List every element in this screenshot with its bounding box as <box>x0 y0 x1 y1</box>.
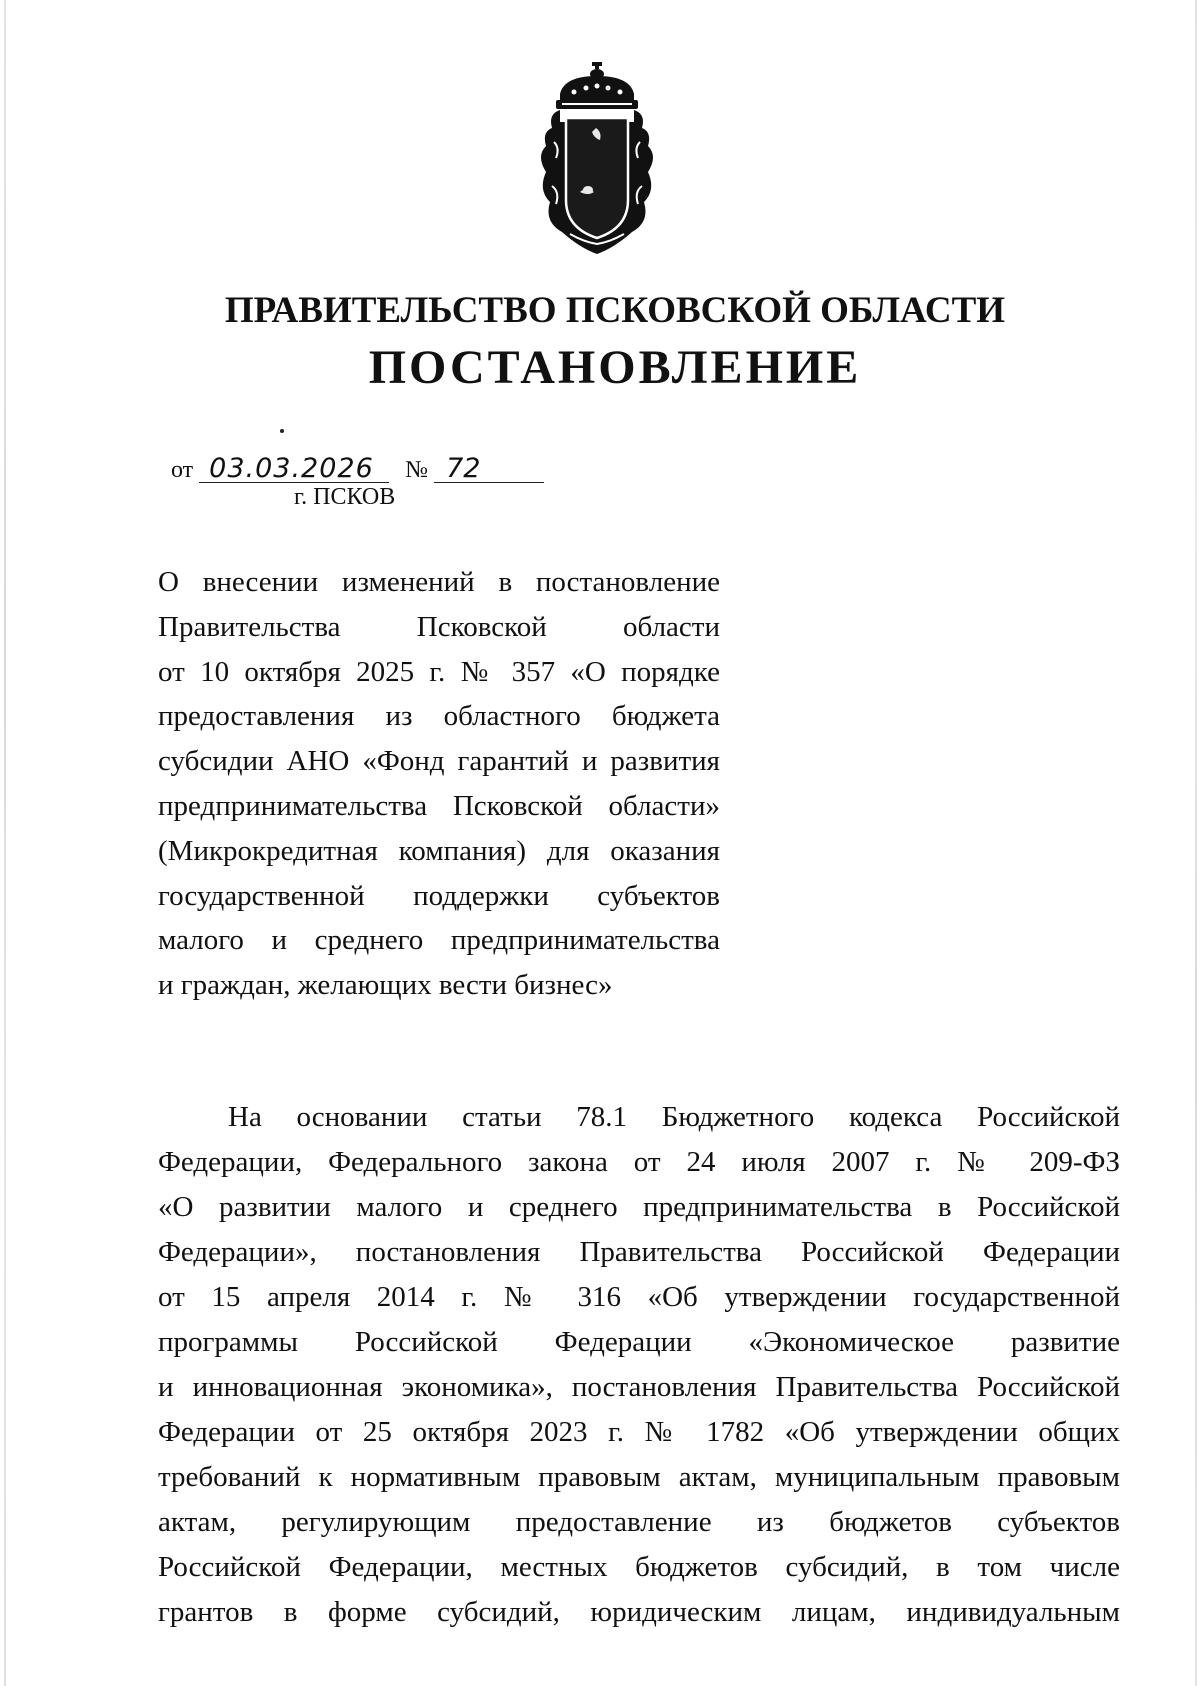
scan-edge-right <box>1195 0 1197 1686</box>
body-line: Федерации», постановления Правительства Российской Федерации <box>158 1236 1120 1268</box>
body-line: Федерации, Федерального закона от 24 июля 2007 г. № 209-ФЗ <box>158 1146 1120 1178</box>
scan-edge-left <box>4 0 6 1686</box>
body-line: Федерации от 25 октября 2023 г. № 1782 «Об утверждении общих <box>158 1416 1120 1448</box>
subject-line: от 10 октября 2025 г. № 357 «О порядке <box>158 655 720 688</box>
city-label: г. ПСКОВ <box>294 484 396 510</box>
body-line: «О развитии малого и среднего предпринимательства в Российской <box>158 1191 1120 1223</box>
subject-line: предоставления из областного бюджета <box>158 700 720 733</box>
body-line: и инновационная экономика», постановления Правительства Российской <box>158 1371 1120 1403</box>
coat-of-arms-emblem <box>530 62 664 258</box>
subject-line: Правительства Псковской области <box>158 610 720 643</box>
subject-line: (Микрокредитная компания) для оказания <box>158 834 720 867</box>
subject-line: предпринимательства Псковской области» <box>158 789 720 822</box>
body-line: На основании статьи 78.1 Бюджетного кодекса Российской <box>228 1101 1120 1133</box>
number-prefix: № <box>405 457 429 483</box>
document-subject <box>158 560 720 1008</box>
date-prefix: от <box>171 457 194 483</box>
body-line: от 15 апреля 2014 г. № 316 «Об утверждении государственной <box>158 1281 1120 1313</box>
subject-line: и граждан, желающих вести бизнес» <box>158 969 613 1002</box>
body-line: программы Российской Федерации «Экономическое развитие <box>158 1326 1120 1358</box>
subject-line: субсидии АНО «Фонд гарантий и развития <box>158 745 720 778</box>
document-type-heading: ПОСТАНОВЛЕНИЕ <box>368 341 862 394</box>
organization-title: ПРАВИТЕЛЬСТВО ПСКОВСКОЙ ОБЛАСТИ <box>224 290 1006 331</box>
date-number-line <box>171 455 544 485</box>
body-line: требований к нормативным правовым актам, муниципальным правовым <box>158 1461 1120 1493</box>
body-line: актам, регулирующим предоставление из бюджетов субъектов <box>158 1506 1120 1538</box>
scan-speck <box>280 429 284 433</box>
body-line: грантов в форме субсидий, юридическим лицам, индивидуальным <box>158 1596 1120 1628</box>
subject-line: О внесении изменений в постановление <box>158 566 720 598</box>
subject-line: государственной поддержки субъектов <box>158 879 720 912</box>
body-line: Российской Федерации, местных бюджетов субсидий, в том числе <box>158 1551 1120 1583</box>
document-body <box>158 1095 1120 1635</box>
subject-line: малого и среднего предпринимательства <box>158 924 720 957</box>
handwritten-date: 03.03.2026 <box>199 456 389 483</box>
handwritten-number: 72 <box>434 456 544 483</box>
